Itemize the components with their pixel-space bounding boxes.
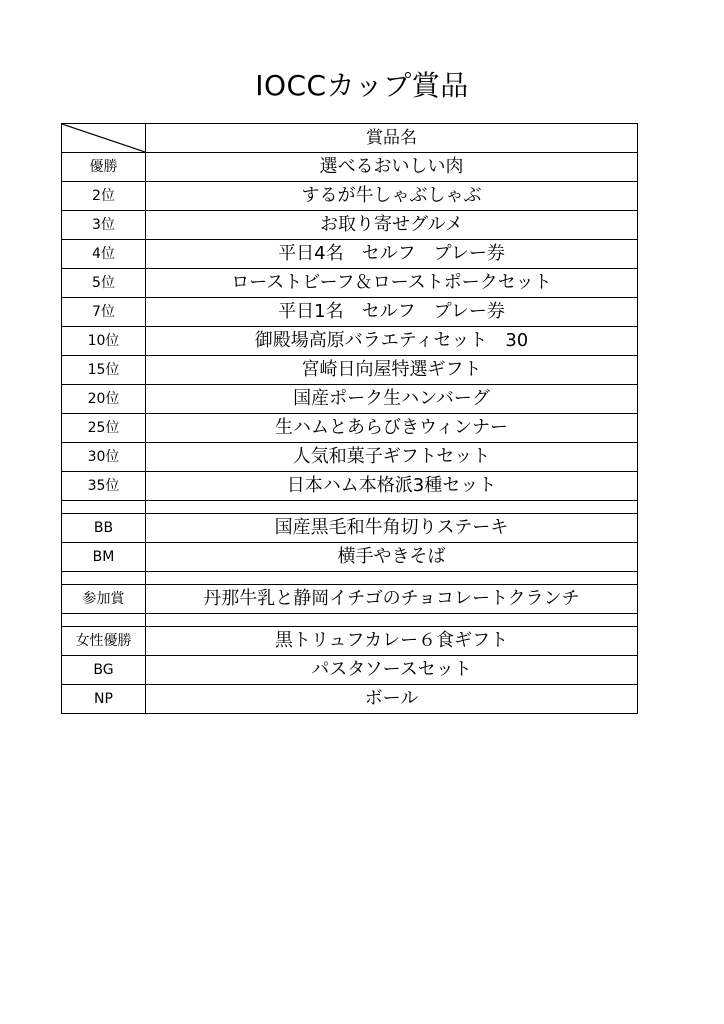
table-row xyxy=(62,269,638,298)
prize-cell: 選べるおいしい肉 xyxy=(146,153,638,182)
rank-cell: 30位 xyxy=(62,443,146,472)
table-row xyxy=(62,298,638,327)
diagonal-line xyxy=(62,124,145,152)
table-row xyxy=(62,385,638,414)
prize-cell: パスタソースセット xyxy=(146,656,638,685)
rank-cell: 20位 xyxy=(62,385,146,414)
table-row xyxy=(62,543,638,572)
rank-cell: BB xyxy=(62,514,146,543)
table-header-row xyxy=(62,124,638,153)
prize-cell: 国産黒毛和牛角切りステーキ xyxy=(146,514,638,543)
prize-cell: 生ハムとあらびきウィンナー xyxy=(146,414,638,443)
header-prize-name: 賞品名 xyxy=(146,124,638,153)
rank-cell: 5位 xyxy=(62,269,146,298)
prize-cell: 平日1名 セルフ プレー券 xyxy=(146,298,638,327)
spacer-row xyxy=(62,501,638,514)
prize-cell: 平日4名 セルフ プレー券 xyxy=(146,240,638,269)
table-row xyxy=(62,656,638,685)
table-row xyxy=(62,153,638,182)
table-row xyxy=(62,585,638,614)
table-row xyxy=(62,443,638,472)
prize-table-body xyxy=(62,124,638,714)
prize-cell: するが牛しゃぶしゃぶ xyxy=(146,182,638,211)
spacer-cell xyxy=(146,501,638,514)
prize-cell: お取り寄せグルメ xyxy=(146,211,638,240)
rank-cell: 女性優勝 xyxy=(62,627,146,656)
rank-cell: BM xyxy=(62,543,146,572)
rank-cell: BG xyxy=(62,656,146,685)
prize-cell: 日本ハム本格派3種セット xyxy=(146,472,638,501)
prize-cell: 宮崎日向屋特選ギフト xyxy=(146,356,638,385)
rank-cell: 35位 xyxy=(62,472,146,501)
table-row xyxy=(62,211,638,240)
table-row xyxy=(62,627,638,656)
rank-cell: 参加賞 xyxy=(62,585,146,614)
document-title: IOCCカップ賞品 xyxy=(255,69,469,102)
spacer-cell xyxy=(146,614,638,627)
prize-cell: 横手やきそば xyxy=(146,543,638,572)
rank-cell: NP xyxy=(62,685,146,714)
rank-cell: 25位 xyxy=(62,414,146,443)
prize-table xyxy=(61,123,638,714)
spacer-cell xyxy=(62,572,146,585)
spacer-row xyxy=(62,572,638,585)
spacer-cell xyxy=(146,572,638,585)
prize-cell: 御殿場高原バラエティセット 30 xyxy=(146,327,638,356)
spacer-cell xyxy=(62,501,146,514)
prize-cell: 人気和菓子ギフトセット xyxy=(146,443,638,472)
rank-cell: 10位 xyxy=(62,327,146,356)
prize-cell: 丹那牛乳と静岡イチゴのチョコレートクランチ xyxy=(146,585,638,614)
rank-cell: 優勝 xyxy=(62,153,146,182)
rank-cell: 2位 xyxy=(62,182,146,211)
table-row xyxy=(62,327,638,356)
rank-cell: 3位 xyxy=(62,211,146,240)
table-row xyxy=(62,472,638,501)
rank-cell: 15位 xyxy=(62,356,146,385)
spacer-cell xyxy=(62,614,146,627)
prize-cell: ローストビーフ＆ローストポークセット xyxy=(146,269,638,298)
spacer-row xyxy=(62,614,638,627)
table-row xyxy=(62,356,638,385)
header-corner-cell xyxy=(62,124,146,153)
prize-cell: 国産ポーク生ハンバーグ xyxy=(146,385,638,414)
rank-cell: 4位 xyxy=(62,240,146,269)
prize-cell: 黒トリュフカレー６食ギフト xyxy=(146,627,638,656)
rank-cell: 7位 xyxy=(62,298,146,327)
table-row xyxy=(62,414,638,443)
prize-cell: ボール xyxy=(146,685,638,714)
table-row xyxy=(62,685,638,714)
table-row xyxy=(62,240,638,269)
table-row xyxy=(62,514,638,543)
table-row xyxy=(62,182,638,211)
